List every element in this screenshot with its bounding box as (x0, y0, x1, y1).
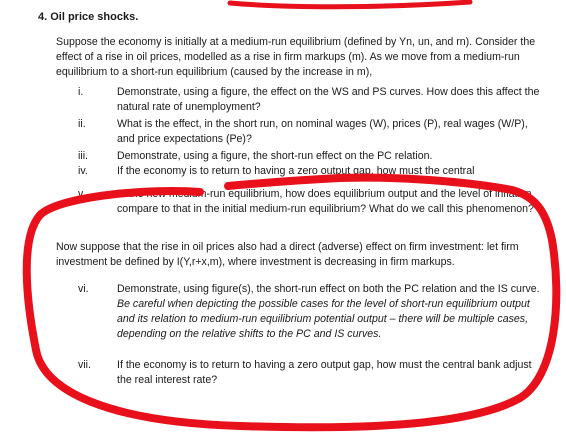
second-paragraph: Now suppose that the rise in oil prices also had a direct (adverse) effect on firm investment: let firm investment be defined by I(Y,r+x,m), where investment is decreasing in firm markups. (56, 241, 519, 268)
item-number: v. (78, 188, 86, 200)
item-number: i. (78, 86, 84, 98)
item-text: What is the effect, in the short run, on nominal wages (W), prices (P), real wages (W/P), and price expectations (Pe)? (117, 118, 528, 145)
item-text-italic: Be careful when depicting the possible cases for the level of short-run equilibrium output and its relation to medium-run equilibrium potential output – there will be multiple cases, depending on the relative shifts to the PC and IS curves. (117, 298, 530, 340)
red-underline-scribble (230, 2, 470, 7)
item-number: ii. (78, 118, 86, 130)
item-text: Demonstrate, using a figure, the effect on the WS and PS curves. How does this affect the natural rate of unemployment? (117, 86, 540, 113)
question-heading: 4. Oil price shocks. (38, 11, 139, 23)
item-number: vi. (78, 283, 89, 295)
item-number: vii. (78, 359, 91, 371)
intro-paragraph: Suppose the economy is initially at a medium-run equilibrium (defined by Yn, un, and rn). Consider the effect of a rise in oil prices, modelled as a rise in firm markups (m). As we move from a medium-run equilibrium to a short-run equilibrium (caused by the increase in m), (56, 36, 536, 78)
item-number: iii. (78, 150, 89, 162)
item-text: If the economy is to return to having a zero output gap, how must the central (117, 165, 475, 177)
item-number: iv. (78, 165, 88, 177)
item-text-plain: Demonstrate, using figure(s), the short-run effect on both the PC relation and the IS curve. (117, 283, 540, 295)
item-text: In the new medium-run equilibrium, how does equilibrium output and the level of inflation compare to that in the initial medium-run equilibrium? What do we call this phenomenon? (117, 188, 534, 215)
item-text: Demonstrate, using a figure, the short-run effect on the PC relation. (117, 150, 433, 162)
item-text (117, 282, 546, 342)
item-text: If the economy is to return to having a zero output gap, how must the central bank adjust the real interest rate? (117, 359, 532, 386)
